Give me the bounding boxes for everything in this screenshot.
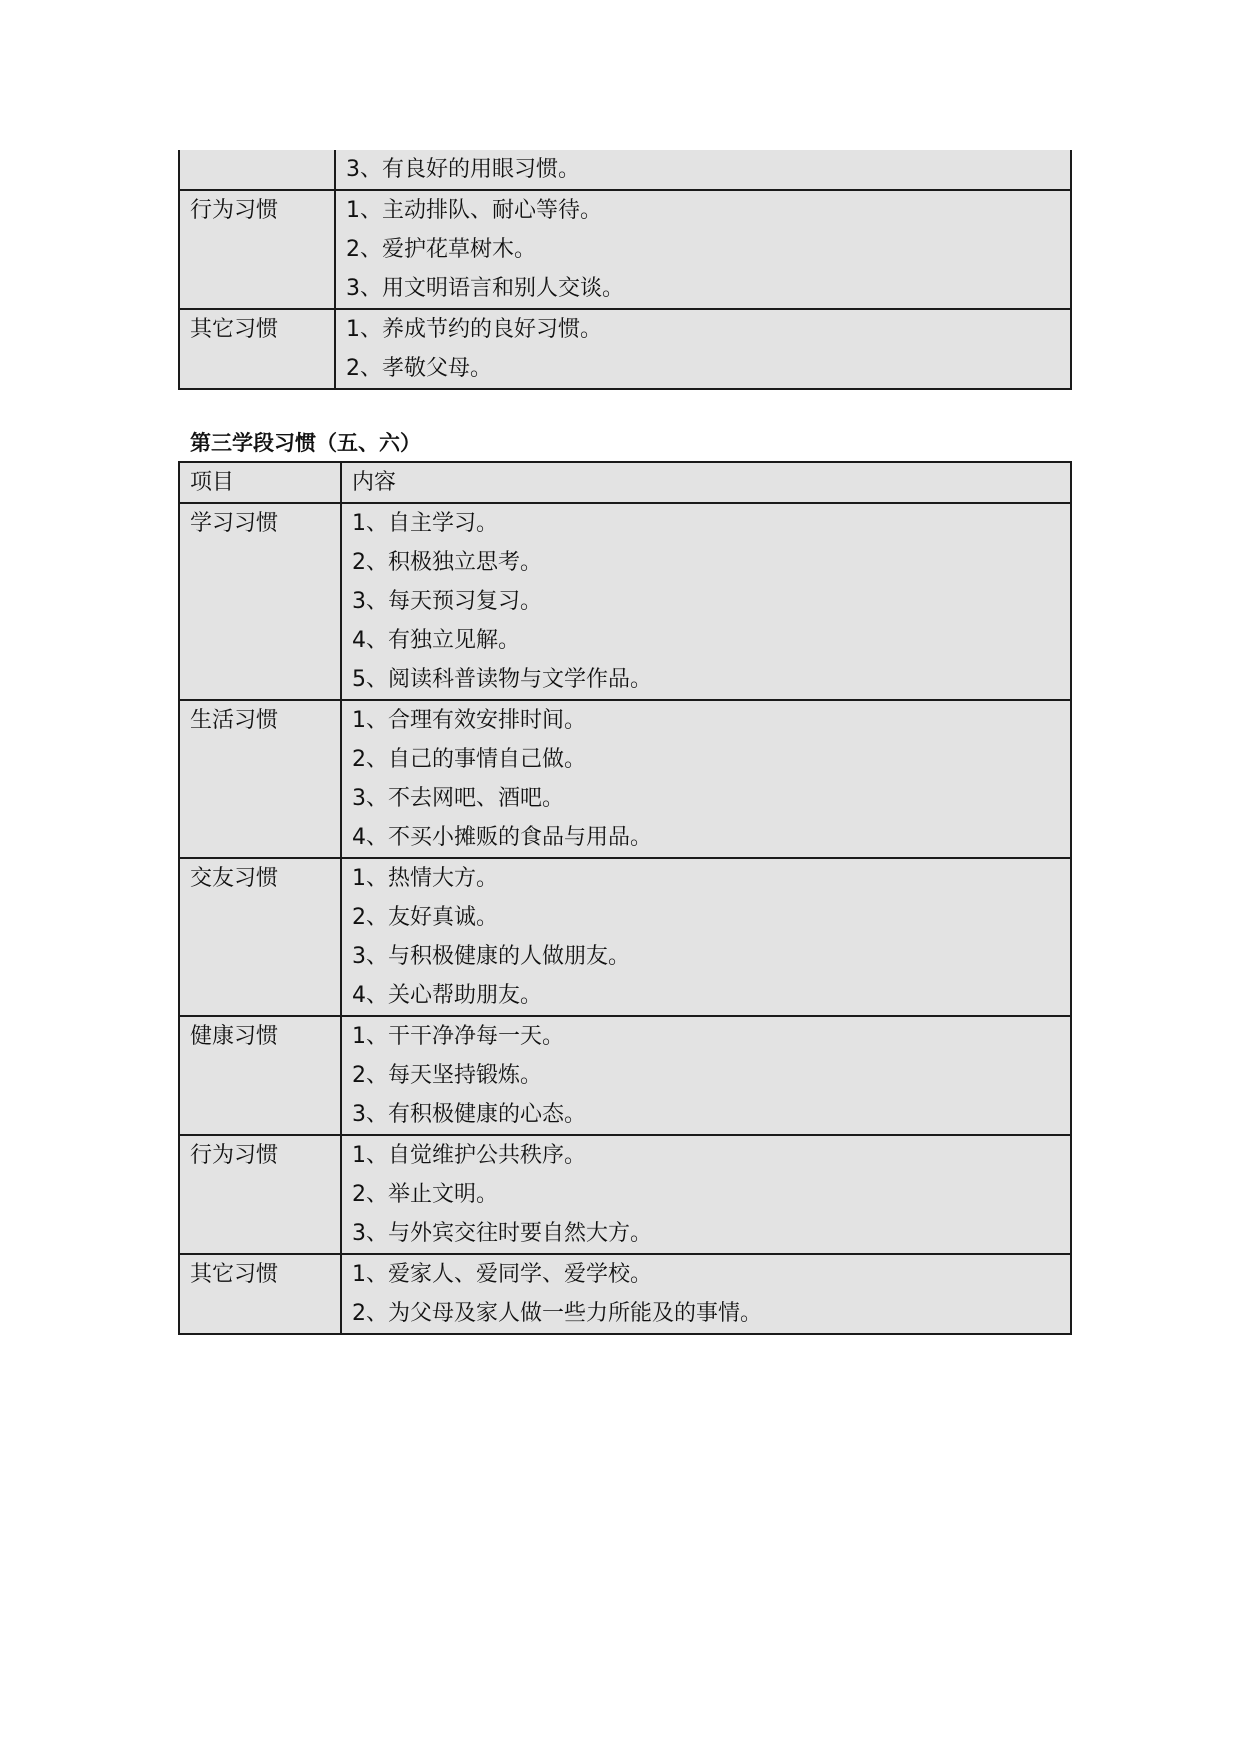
- content-item: 3、有积极健康的心态。: [352, 1102, 586, 1127]
- content-item: 1、自主学习。: [352, 511, 498, 536]
- category-label: 其它习惯: [190, 1262, 279, 1287]
- content-item: 3、用文明语言和别人交谈。: [346, 276, 624, 301]
- habits-table-continued: [178, 150, 1072, 390]
- content-cell: [341, 503, 1071, 700]
- content-item: 1、干干净净每一天。: [352, 1024, 564, 1049]
- table-header-row: [179, 462, 1071, 503]
- header-cell-content: [341, 462, 1071, 503]
- category-cell: [179, 309, 335, 389]
- table-row: [179, 503, 1071, 700]
- category-label: 生活习惯: [190, 708, 279, 733]
- content-item: 1、合理有效安排时间。: [352, 708, 586, 733]
- table-row: [179, 1254, 1071, 1334]
- category-cell: [179, 503, 341, 700]
- table-row: [179, 190, 1071, 309]
- content-item: 3、有良好的用眼习惯。: [346, 157, 580, 182]
- habits-table-stage3: [178, 461, 1072, 1335]
- content-item: 2、举止文明。: [352, 1182, 498, 1207]
- category-cell: [179, 1016, 341, 1135]
- content-item: 1、爱家人、爱同学、爱学校。: [352, 1262, 652, 1287]
- content-item: 3、不去网吧、酒吧。: [352, 786, 564, 811]
- content-item: 3、与外宾交往时要自然大方。: [352, 1221, 652, 1246]
- content-cell: [341, 1016, 1071, 1135]
- content-item: 4、有独立见解。: [352, 628, 520, 653]
- category-label: 其它习惯: [190, 317, 279, 342]
- category-label: 行为习惯: [190, 1143, 279, 1168]
- content-item: 3、与积极健康的人做朋友。: [352, 944, 630, 969]
- content-item: 2、为父母及家人做一些力所能及的事情。: [352, 1301, 762, 1326]
- content-cell: [335, 190, 1071, 309]
- content-item: 4、关心帮助朋友。: [352, 983, 542, 1008]
- category-cell: [179, 150, 335, 190]
- content-item: 2、积极独立思考。: [352, 550, 542, 575]
- table-row: [179, 150, 1071, 190]
- content-item: 2、自己的事情自己做。: [352, 747, 586, 772]
- content-cell: [341, 700, 1071, 858]
- content-cell: [335, 309, 1071, 389]
- table-row: [179, 309, 1071, 389]
- table-row: [179, 1016, 1071, 1135]
- content-item: 1、主动排队、耐心等待。: [346, 198, 602, 223]
- content-item: 3、每天预习复习。: [352, 589, 542, 614]
- category-cell: [179, 1135, 341, 1254]
- category-cell: [179, 1254, 341, 1334]
- content-item: 1、养成节约的良好习惯。: [346, 317, 602, 342]
- category-label: 交友习惯: [190, 866, 279, 891]
- category-label: 健康习惯: [190, 1024, 279, 1049]
- category-label: 行为习惯: [190, 198, 279, 223]
- table-row: [179, 700, 1071, 858]
- content-item: 1、自觉维护公共秩序。: [352, 1143, 586, 1168]
- category-label: 学习习惯: [190, 511, 279, 536]
- content-item: 4、不买小摊贩的食品与用品。: [352, 825, 652, 850]
- table-row: [179, 1135, 1071, 1254]
- category-cell: [179, 700, 341, 858]
- category-cell: [179, 190, 335, 309]
- content-cell: [341, 1254, 1071, 1334]
- content-cell: [341, 858, 1071, 1016]
- content-item: 2、孝敬父母。: [346, 356, 492, 381]
- header-label: 内容: [352, 470, 397, 495]
- category-cell: [179, 858, 341, 1016]
- header-cell-item: [179, 462, 341, 503]
- content-cell: [341, 1135, 1071, 1254]
- content-item: 5、阅读科普读物与文学作品。: [352, 667, 652, 692]
- section-title: 第三学段习惯（五、六）: [190, 430, 421, 455]
- header-label: 项目: [190, 470, 235, 495]
- content-item: 2、友好真诚。: [352, 905, 498, 930]
- table-row: [179, 858, 1071, 1016]
- content-cell: [335, 150, 1071, 190]
- content-item: 2、爱护花草树木。: [346, 237, 536, 262]
- content-item: 1、热情大方。: [352, 866, 498, 891]
- content-item: 2、每天坚持锻炼。: [352, 1063, 542, 1088]
